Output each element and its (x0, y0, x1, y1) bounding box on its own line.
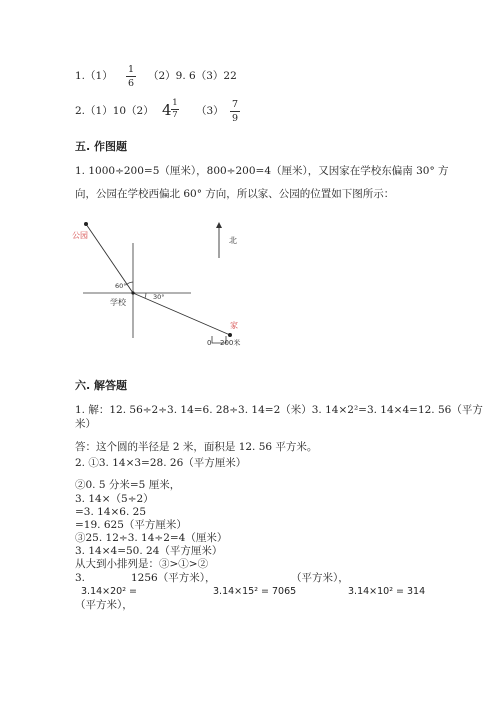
fraction-denominator: 6 (127, 78, 135, 89)
solution-line-7: =3. 14×6. 25 (75, 506, 147, 518)
mixed-number-whole: 4 (162, 101, 172, 119)
solution-line-5: ②0. 5 分米=5 厘米， (75, 479, 181, 491)
answer-4-1-rest: （2）9. 6（3）22 (148, 70, 237, 82)
fraction-bar (126, 76, 136, 77)
direction-diagram (70, 212, 270, 362)
fraction-bar (230, 111, 240, 112)
solution-line-2: 米） (75, 418, 96, 430)
answer-4-2-fraction (230, 99, 240, 124)
answer-4-1-fraction (126, 64, 136, 89)
section-6-heading: 六. 解答题 (75, 379, 128, 392)
park-label: 公园 (72, 231, 88, 240)
solution-line-8: =19. 625（平方厘米） (75, 519, 187, 531)
section-5-heading: 五. 作图题 (75, 140, 128, 153)
angle-60-label: 60° (115, 282, 127, 290)
formula-circle-2: 3.14×15² = 7065 (213, 586, 297, 597)
solution-line-3: 答：这个圆的半径是 2 米，面积是 12. 56 平方米。 (75, 441, 318, 453)
section-5-paragraph-2: 向，公园在学校西偏北 60° 方向，所以家、公园的位置如下图所示： (75, 188, 395, 200)
formula-circle-3: 3.14×10² = 314 (348, 586, 426, 597)
solution-line-6: 3. 14×（5÷2） (75, 493, 154, 505)
scale-zero: 0 (207, 339, 212, 347)
home-point (228, 333, 232, 337)
fraction-numerator: 7 (231, 99, 239, 110)
angle-30-label: 30° (153, 293, 165, 301)
solution-line-12a: 3. (75, 572, 86, 584)
answer-4-2-label: 2.（1）10（2） (75, 105, 154, 117)
north-label: 北 (229, 236, 237, 245)
solution-line-10: 3. 14×4=50. 24（平方厘米） (75, 545, 223, 557)
angle-30-arc (145, 293, 146, 298)
answer-4-1-label: 1.（1） (75, 70, 113, 82)
answer-4-2-mid: （3） (196, 105, 224, 117)
school-home-line (133, 293, 230, 335)
mixed-number-fraction (171, 99, 179, 120)
fraction-denominator: 9 (231, 113, 239, 124)
solution-line-4: 2. ①3. 14×3=28. 26（平方厘米） (75, 457, 247, 469)
solution-line-11: 从大到小排列是：③>①>② (75, 558, 209, 570)
home-label: 家 (230, 321, 238, 330)
scale-label: 200米 (220, 339, 241, 347)
school-point (131, 291, 134, 294)
solution-line-12b: 1256（平方米）， (131, 572, 216, 584)
fraction-denominator: 7 (172, 110, 178, 120)
fraction-numerator: 1 (127, 64, 135, 75)
fraction-numerator: 1 (172, 98, 178, 108)
north-arrow-icon (216, 222, 222, 228)
solution-line-9: ③25. 12÷3. 14÷2=4（厘米） (75, 532, 228, 544)
section-5-paragraph-1: 1. 1000÷200=5（厘米），800÷200=4（厘米），又因家在学校东偏南 30° 方 (75, 165, 449, 177)
formula-circle-1: 3.14×20² = (81, 586, 137, 597)
solution-line-1: 1. 解：12. 56÷2÷3. 14=6. 28÷3. 14=2（米）3. 14×2²=3. 14×4=12. 56（平方 (75, 404, 483, 416)
solution-line-12c: （平方米）， (291, 572, 349, 584)
park-point (84, 222, 88, 226)
school-label: 学校 (110, 298, 126, 307)
solution-line-14: （平方米）， (75, 599, 133, 611)
